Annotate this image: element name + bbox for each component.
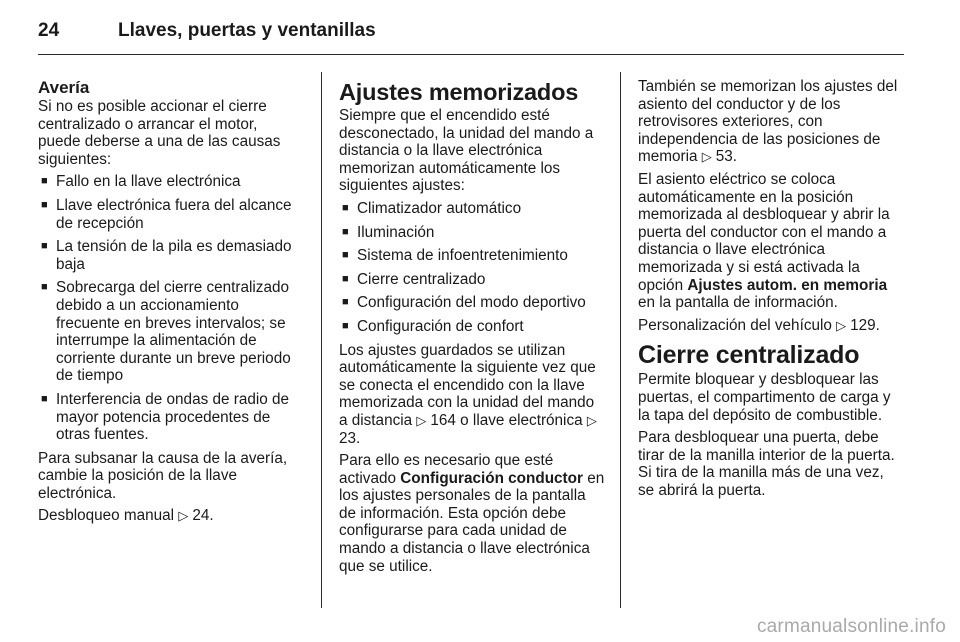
column-1: [38, 78, 304, 530]
paragraph: Para desbloquear una puerta, debe tirar de la manilla interior de la puerta. Si tira de la manilla más de una vez, se abrirá la puerta.: [638, 429, 895, 499]
bullet-icon: ■: [342, 296, 349, 309]
setting-name: Configuración conductor: [400, 469, 583, 487]
column-divider: [321, 72, 322, 608]
list-item: ■ Climatizador automático: [342, 199, 522, 217]
list-item: ■ Fallo en la llave electrónica: [41, 173, 241, 191]
paragraph: Permite bloquear y desbloquear las puertas, el compartimento de carga y la tapa del depósito de combustible.: [638, 371, 891, 424]
page-header: [38, 14, 904, 55]
paragraph: El asiento eléctrico se coloca automáticamente en la posición memorizada al desbloquear y abrir la puerta del conductor con el mando a distancia o llave electrónica memorizada y si está activada la opción Ajustes autom. en memoria en la pantalla de información.: [638, 170, 890, 312]
section-heading-ajustes: Ajustes memorizados: [339, 79, 579, 105]
column-3: [638, 78, 904, 504]
bullet-icon: ■: [342, 272, 349, 285]
page-number: 24: [38, 20, 60, 41]
bullet-list: [339, 200, 605, 336]
page-reference[interactable]: 129.: [850, 316, 880, 334]
setting-name: Ajustes autom. en memoria: [687, 276, 888, 294]
bullet-list: [38, 173, 304, 443]
section-heading-averia: Avería: [38, 78, 90, 97]
paragraph: Los ajustes guardados se utilizan automáticamente la siguiente vez que se conecta el encendido con la llave memorizada con la unidad del mando a distancia ▷ 164 o llave electrónica ▷23.: [339, 341, 597, 447]
section-heading-cierre: Cierre centralizado: [638, 341, 860, 370]
reference-arrow-icon: ▷: [701, 149, 712, 165]
list-item: ■ Cierre centralizado: [342, 270, 486, 288]
column-divider: [620, 72, 621, 608]
list-item: ■ Configuración de confort: [342, 317, 524, 335]
bullet-icon: ■: [342, 249, 349, 262]
list-item: ■ Sobrecarga del cierre centralizado debido a un accionamiento frecuente en breves intervalos; se interrumpe la alimentación de corriente durante un breve periodo de tiempo: [41, 279, 291, 385]
bullet-icon: ■: [342, 225, 349, 238]
bullet-icon: ■: [41, 175, 48, 188]
page-title: Llaves, puertas y ventanillas: [118, 20, 376, 41]
page-reference[interactable]: 53.: [715, 148, 738, 166]
list-item: ■ La tensión de la pila es demasiado baja: [41, 238, 292, 273]
reference-arrow-icon: ▷: [416, 412, 427, 428]
paragraph: Para subsanar la causa de la avería, cambie la posición de la llave electrónica.: [38, 449, 288, 502]
page-reference[interactable]: 23.: [339, 429, 361, 447]
column-2: [339, 78, 605, 580]
bullet-icon: ■: [342, 201, 349, 214]
watermark: carmanualsonline.info: [756, 616, 946, 637]
bullet-icon: ■: [41, 240, 48, 253]
page-reference[interactable]: 24.: [192, 507, 214, 525]
list-item: ■ Iluminación: [342, 223, 435, 241]
bullet-icon: ■: [41, 281, 48, 294]
reference-arrow-icon: ▷: [586, 412, 597, 428]
paragraph: Personalización del vehículo ▷ 129.: [638, 316, 880, 334]
paragraph: Siempre que el encendido esté desconectado, la unidad del mando a distancia o la llave electrónica memorizan automáticamente los siguientes ajustes:: [339, 107, 594, 195]
list-item: ■ Llave electrónica fuera del alcance de recepción: [41, 196, 292, 232]
paragraph: También se memorizan los ajustes del asiento del conductor y de los retrovisores exteriores, con independencia de las posiciones de memoria ▷ 53.: [638, 78, 898, 166]
page-reference[interactable]: 164 o llave electrónica: [430, 411, 583, 429]
bullet-icon: ■: [41, 392, 48, 405]
paragraph: Desbloqueo manual ▷ 24.: [38, 507, 214, 525]
reference-arrow-icon: ▷: [178, 508, 189, 524]
bullet-icon: ■: [342, 319, 349, 332]
list-item: ■ Sistema de infoentretenimiento: [342, 247, 568, 265]
list-item: ■ Interferencia de ondas de radio de mayor potencia procedentes de otras fuentes.: [41, 390, 290, 444]
bullet-icon: ■: [41, 198, 48, 211]
paragraph: Si no es posible accionar el cierre centralizado o arrancar el motor, puede deberse a una de las causas siguientes:: [38, 98, 281, 168]
reference-arrow-icon: ▷: [836, 317, 847, 333]
paragraph: Para ello es necesario que esté activado Configuración conductor en los ajustes personales de la pantalla de información. Esta opción debe configurarse para cada unidad de mando a distancia o llave electrónica que se utilice.: [339, 452, 605, 575]
list-item: ■ Configuración del modo deportivo: [342, 294, 586, 312]
